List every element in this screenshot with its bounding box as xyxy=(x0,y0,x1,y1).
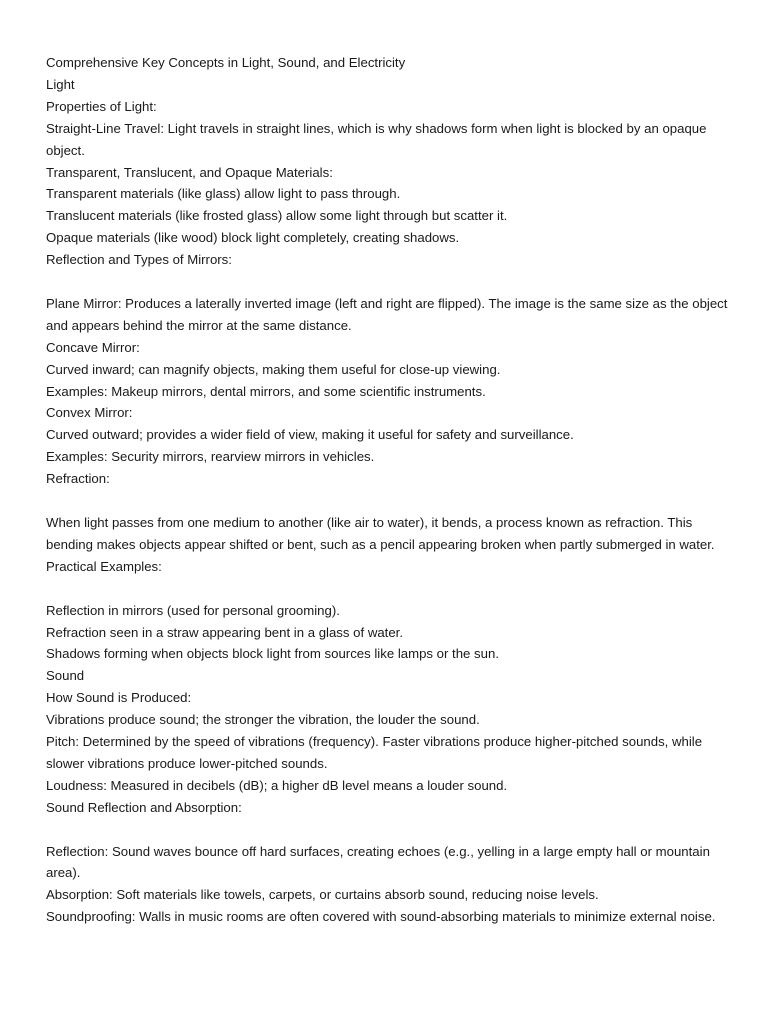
subheading-sound-reflection-absorption: Sound Reflection and Absorption: xyxy=(46,799,242,815)
paragraph-practical-1: Reflection in mirrors (used for personal grooming). xyxy=(46,602,340,618)
subheading-convex-mirror: Convex Mirror: xyxy=(46,405,133,421)
subheading-practical-examples: Practical Examples: xyxy=(46,558,162,574)
paragraph-convex-examples: Examples: Security mirrors, rearview mirrors in vehicles. xyxy=(46,449,375,465)
paragraph-practical-3: Shadows forming when objects block light from sources like lamps or the sun. xyxy=(46,646,499,662)
subheading-how-sound-produced: How Sound is Produced: xyxy=(46,690,192,706)
paragraph-sound-reflection: Reflection: Sound waves bounce off hard surfaces, creating echoes (e.g., yelling in a large empty hall or mountain area). xyxy=(46,843,710,881)
paragraph-soundproofing: Soundproofing: Walls in music rooms are often covered with sound-absorbing materials to minimize external noise. xyxy=(46,909,716,925)
document-page xyxy=(46,52,736,928)
paragraph-concave-examples: Examples: Makeup mirrors, dental mirrors, and some scientific instruments. xyxy=(46,383,486,399)
subheading-properties-of-light: Properties of Light: xyxy=(46,98,157,114)
blank-line xyxy=(46,271,736,293)
paragraph-absorption: Absorption: Soft materials like towels, carpets, or curtains absorb sound, reducing noise levels. xyxy=(46,887,599,903)
paragraph-pitch: Pitch: Determined by the speed of vibrations (frequency). Faster vibrations produce higher-pitched sounds, while slower vibrations produce lower-pitched sounds. xyxy=(46,734,703,771)
subheading-materials: Transparent, Translucent, and Opaque Materials: xyxy=(46,164,333,180)
document-title: Comprehensive Key Concepts in Light, Sound, and Electricity xyxy=(46,55,406,70)
subheading-concave-mirror: Concave Mirror: xyxy=(46,339,140,355)
section-heading-sound: Sound xyxy=(46,668,85,684)
paragraph-plane-mirror: Plane Mirror: Produces a laterally inverted image (left and right are flipped). The image is the same size as the object and appears behind the mirror at the same distance. xyxy=(46,295,728,333)
blank-line xyxy=(46,490,736,512)
paragraph-straight-line-travel: Straight-Line Travel: Light travels in straight lines, which is why shadows form when light is blocked by an opaque object. xyxy=(46,120,707,158)
paragraph-concave-description: Curved inward; can magnify objects, making them useful for close-up viewing. xyxy=(46,361,501,377)
paragraph-loudness: Loudness: Measured in decibels (dB); a higher dB level means a louder sound. xyxy=(46,777,508,793)
subheading-reflection-mirrors: Reflection and Types of Mirrors: xyxy=(46,252,232,268)
paragraph-refraction: When light passes from one medium to another (like air to water), it bends, a process known as refraction. This bending makes objects appear shifted or bent, such as a pencil appearing broken when partly submerged in water. xyxy=(46,515,715,552)
paragraph-translucent: Translucent materials (like frosted glass) allow some light through but scatter it. xyxy=(46,208,508,224)
paragraph-transparent: Transparent materials (like glass) allow light to pass through. xyxy=(46,186,401,202)
blank-line xyxy=(46,819,736,841)
paragraph-convex-description: Curved outward; provides a wider field of view, making it useful for safety and surveillance. xyxy=(46,427,574,443)
section-heading-light: Light xyxy=(46,76,75,92)
paragraph-vibrations: Vibrations produce sound; the stronger the vibration, the louder the sound. xyxy=(46,712,480,728)
paragraph-opaque: Opaque materials (like wood) block light completely, creating shadows. xyxy=(46,230,460,246)
subheading-refraction: Refraction: xyxy=(46,471,110,487)
blank-line xyxy=(46,578,736,600)
paragraph-practical-2: Refraction seen in a straw appearing bent in a glass of water. xyxy=(46,624,404,640)
